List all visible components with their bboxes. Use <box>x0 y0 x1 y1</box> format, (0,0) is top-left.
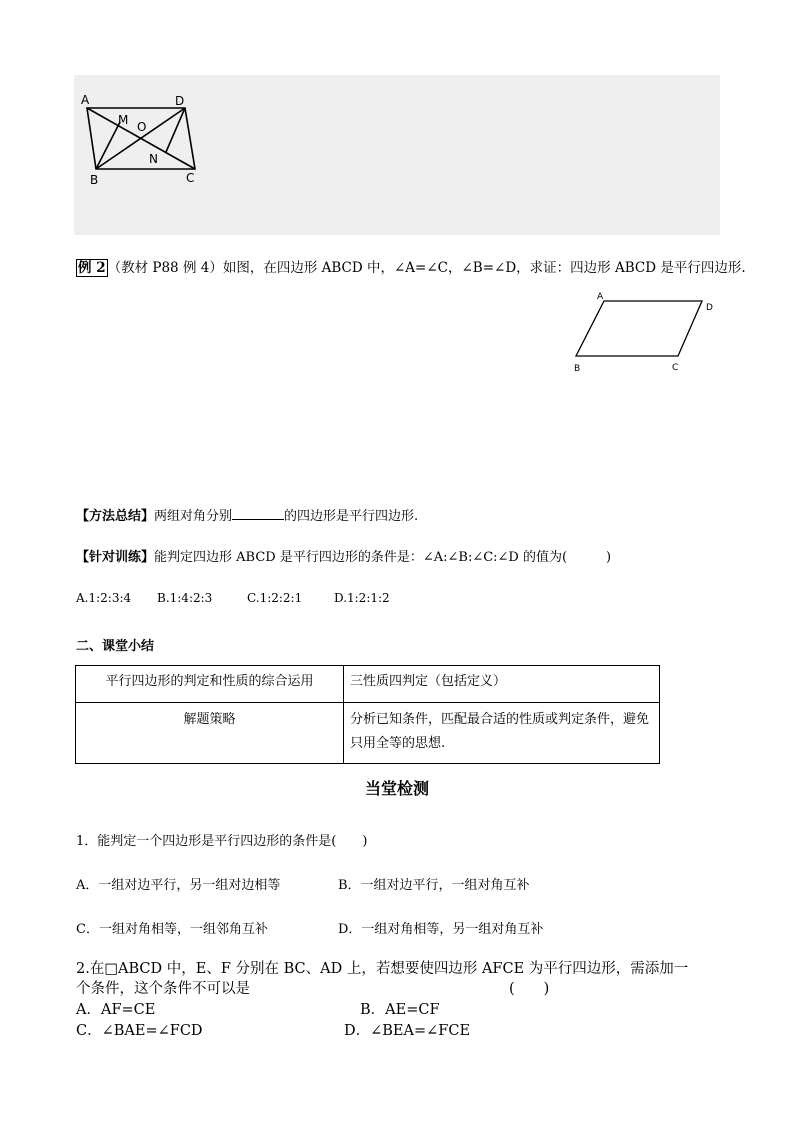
figure-parallelogram-abcd <box>568 288 718 378</box>
example-2-tag: 例 2 <box>78 260 106 276</box>
label-a: A <box>81 93 90 107</box>
parallelogram-shape <box>576 301 702 356</box>
fill-blank[interactable] <box>232 507 284 520</box>
table-cell: 解题策略 <box>76 703 344 764</box>
section-title: 当堂检测 <box>364 779 429 798</box>
table-row <box>76 666 660 703</box>
label-c: C <box>672 363 679 373</box>
label-m: M <box>118 113 129 127</box>
q1-option-c: C．一组对角相等，一组邻角互补 <box>76 922 268 937</box>
training-option-b: B.1:4:2:3 <box>157 591 213 605</box>
example-2 <box>76 256 746 276</box>
label-b: B <box>90 173 99 187</box>
figure-parallelogram-mn <box>78 90 208 190</box>
method-summary <box>76 505 418 524</box>
summary-table <box>75 665 660 764</box>
table-cell: 平行四边形的判定和性质的综合运用 <box>76 666 344 703</box>
label-c: C <box>186 171 195 185</box>
label-o: O <box>137 120 147 134</box>
q1-option-d: D．一组对角相等，另一组对角互补 <box>338 922 544 937</box>
label-d: D <box>706 303 713 313</box>
label-n: N <box>149 152 158 166</box>
label-a: A <box>597 292 604 302</box>
label-b: B <box>574 364 581 374</box>
q1-option-a: A．一组对边平行，另一组对边相等 <box>76 878 281 893</box>
q1-stem: 1．能判定一个四边形是平行四边形的条件是( ) <box>76 834 368 849</box>
table-cell: 三性质四判定（包括定义） <box>344 666 660 703</box>
q2-option-b: B．AE=CF <box>360 1002 440 1018</box>
training-option-c: C.1:2:2:1 <box>247 591 303 605</box>
table-cell: 分析已知条件，匹配最合适的性质或判定条件，避免只用全等的思想. <box>344 703 660 764</box>
training-option-d: D.1:2:1:2 <box>334 591 390 605</box>
table-row <box>76 703 660 764</box>
method-after: 的四边形是平行四边形. <box>284 509 419 524</box>
q2-line-2: 个条件，这个条件不可以是 <box>76 981 250 997</box>
q2-paren: ( ) <box>509 981 550 997</box>
q2-option-d: D．∠BEA=∠FCE <box>344 1023 471 1039</box>
method-before: 两组对角分别 <box>154 509 233 524</box>
q2-line-1: 2.在□ABCD 中，E、F 分别在 BC、AD 上，若想要使四边形 AFCE 为平行四边形，需添加一 <box>76 961 689 977</box>
summary-heading: 二、课堂小结 <box>76 639 155 654</box>
method-head: 【方法总结】 <box>76 509 155 524</box>
training-head: 【针对训练】 <box>76 550 155 565</box>
label-d: D <box>175 94 185 108</box>
training-text: 能判定四边形 ABCD 是平行四边形的条件是：∠A:∠B:∠C:∠D 的值为( ) <box>154 550 612 565</box>
training <box>76 546 611 565</box>
q2-option-a: A．AF=CE <box>76 1002 156 1018</box>
q2-option-c: C．∠BAE=∠FCD <box>76 1023 203 1039</box>
training-option-a: A.1:2:3:4 <box>76 591 132 605</box>
segment-bm <box>96 122 120 169</box>
q1-option-b: B．一组对边平行，一组对角互补 <box>338 878 530 893</box>
example-2-text: （教材 P88 例 4）如图，在四边形 ABCD 中，∠A=∠C，∠B=∠D，求证：四边形 ABCD 是平行四边形. <box>107 260 746 276</box>
